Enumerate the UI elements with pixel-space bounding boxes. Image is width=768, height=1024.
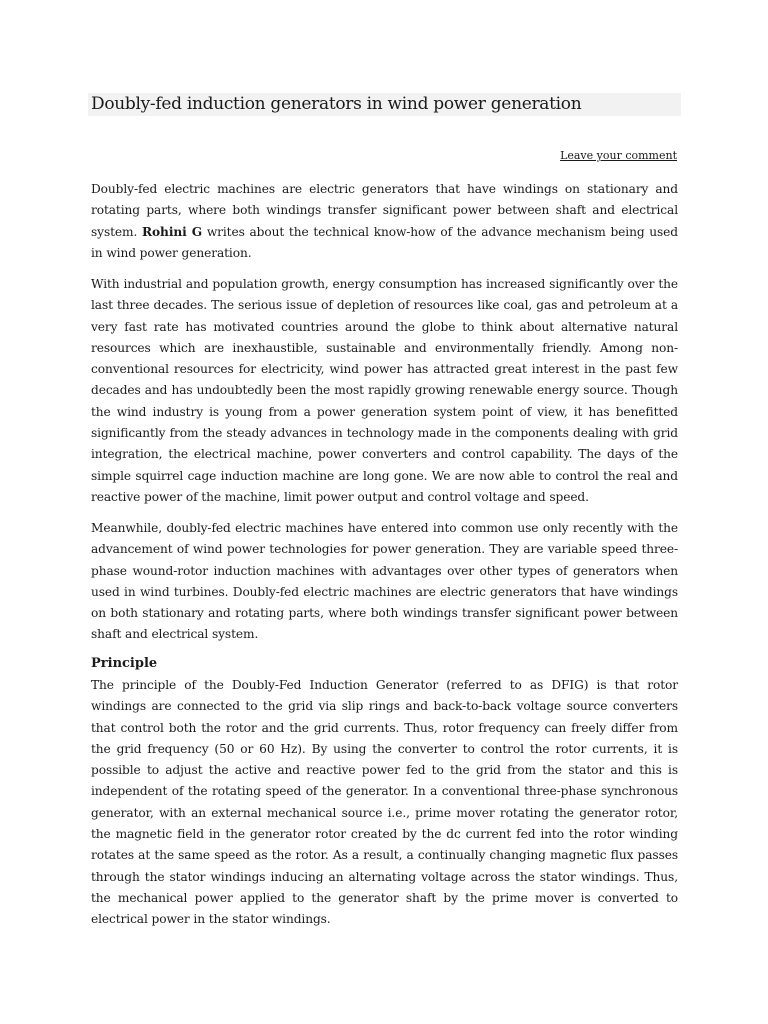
body-paragraph-1 bbox=[91, 274, 678, 508]
principle-paragraph bbox=[91, 675, 678, 931]
paragraph-text: With industrial and population growth, energy consumption has increased significantly over the last three decades. The serious issue of depletion of resources like coal, gas and petroleum at a very fast rate has motivated countries around the globe to think about alternative natural resources which are inexhaustible, sustainable and environmentally friendly. Among non-conventional resources for electricity, wind power has attracted great interest in the past few decades and has undoubtedly been the most rapidly growing renewable energy source. Though the wind industry is young from a power generation system point of view, it has benefitted significantly from the steady advances in technology made in the components dealing with grid integration, the electrical machine, power converters and control capability. The days of the simple squirrel cage induction machine are long gone. We are now able to control the real and reactive power of the machine, limit power output and control voltage and speed. bbox=[91, 277, 678, 504]
intro-text-start: Doubly-fed electric machines are electric generators that have windings on stationary and rotating parts, where both windings transfer significant power between shaft and electrical system. bbox=[91, 182, 678, 239]
body-paragraph-2 bbox=[91, 518, 678, 646]
paragraph-text: Meanwhile, doubly-fed electric machines have entered into common use only recently with the advancement of wind power technologies for power generation. They are variable speed three-phase wound-rotor induction machines with advantages over other types of generators when used in wind turbines. Doubly-fed electric machines are electric generators that have windings on both stationary and rotating parts, where both windings transfer significant power between shaft and electrical system. bbox=[91, 521, 678, 642]
intro-text-end: writes about the technical know-how of the advance mechanism being used in wind power generation. bbox=[91, 224, 679, 260]
principle-heading: Principle bbox=[91, 656, 158, 671]
leave-comment-link[interactable]: Leave your comment bbox=[560, 149, 677, 162]
article-title: Doubly-fed induction generators in wind power generation bbox=[91, 94, 582, 114]
intro-paragraph bbox=[91, 179, 678, 264]
paragraph-text: The principle of the Doubly-Fed Induction Generator (referred to as DFIG) is that rotor windings are connected to the grid via slip rings and back-to-back voltage source converters that control both the rotor and the grid currents. Thus, rotor frequency can freely differ from the grid frequency (50 or 60 Hz). By using the converter to control the rotor currents, it is possible to adjust the active and reactive power fed to the grid from the stator and this is independent of the rotating speed of the generator. In a conventional three-phase synchronous generator, with an external mechanical source i.e., prime mover rotating the generator rotor, the magnetic field in the generator rotor created by the dc current fed into the rotor winding rotates at the same speed as the rotor. As a result, a continually changing magnetic flux passes through the stator windings inducing an alternating voltage across the stator windings. Thus, the mechanical power applied to the generator shaft by the prime mover is converted to electrical power in the stator windings. bbox=[91, 678, 678, 927]
author-name: Rohini G bbox=[142, 224, 203, 239]
